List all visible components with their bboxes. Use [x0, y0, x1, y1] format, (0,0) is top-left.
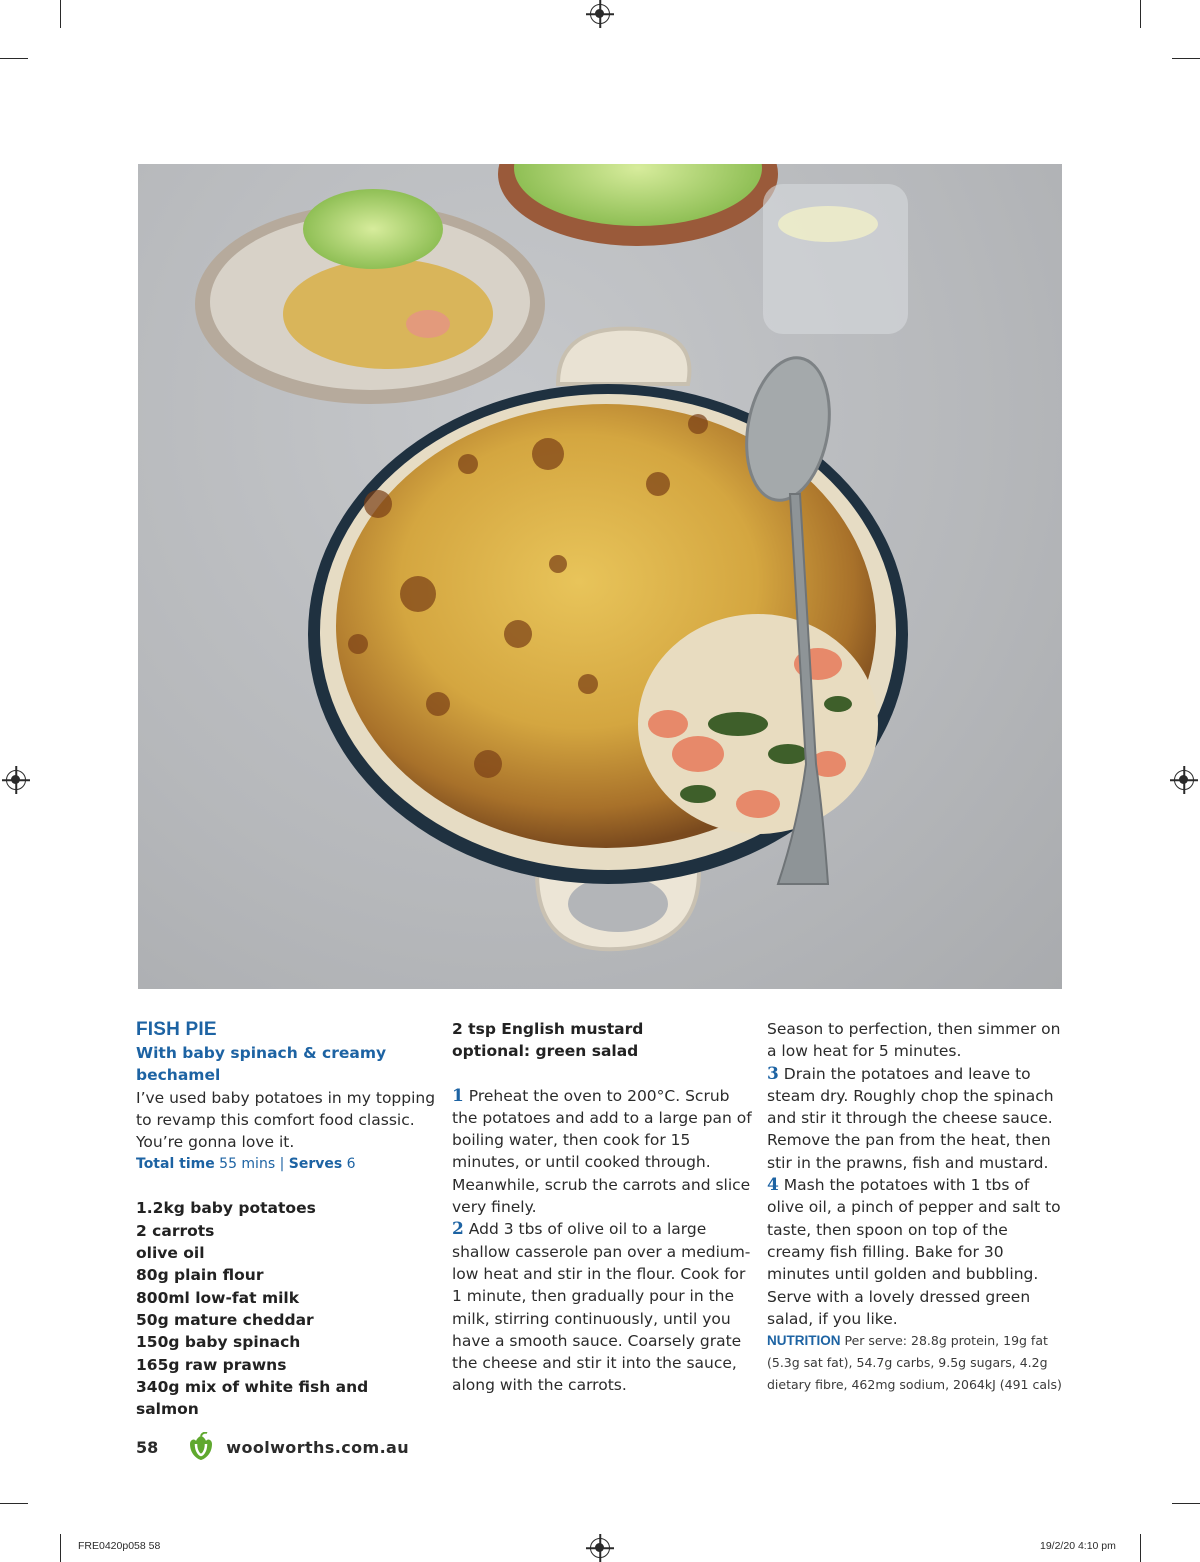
step-text: Season to perfection, then simmer on a low heat for 5 minutes.	[767, 1020, 1061, 1061]
crop-mark-top-right	[1140, 0, 1141, 28]
ingredient-item: 340g mix of white fish and salmon	[136, 1377, 369, 1419]
registration-mark-icon	[6, 770, 26, 790]
ingredient-item: olive oil	[136, 1244, 205, 1263]
step-text: Mash the potatoes with 1 tbs of olive oil, a pinch of pepper and salt to taste, then spoon on top of the creamy fish filling. Bake for 30 minutes until golden and bubbling. Serve with a lovely dressed green salad, if you like.	[767, 1176, 1061, 1328]
method-step	[452, 1218, 752, 1396]
nutrition-info	[767, 1330, 1067, 1396]
recipe-method-column	[452, 1018, 752, 1397]
total-time-label: Total time	[136, 1156, 215, 1173]
method-step	[767, 1063, 1067, 1174]
ingredient-item: 2 carrots	[136, 1221, 215, 1240]
recipe-intro: I’ve used baby potatoes in my topping to revamp this comfort food classic. You’re gonna love it.	[136, 1088, 436, 1152]
recipe-intro-column	[136, 1018, 436, 1420]
ingredient-item: 50g mature cheddar	[136, 1310, 314, 1329]
ingredients-list	[136, 1197, 436, 1420]
method-step	[452, 1085, 752, 1219]
recipe-method-column-continued	[767, 1018, 1067, 1396]
method-step	[767, 1174, 1067, 1330]
recipe-photo	[138, 164, 1062, 989]
serves-label: Serves	[288, 1156, 343, 1173]
registration-mark-icon	[590, 1538, 610, 1558]
crop-mark-bottom-left-h	[0, 1503, 28, 1504]
step-number: 2	[452, 1219, 464, 1240]
page-footer	[136, 1432, 409, 1462]
nutrition-text: Per serve: 28.8g protein, 19g fat (5.3g sat fat), 54.7g carbs, 9.5g sugars, 4.2g dietary fibre, 462mg sodium, 2064kJ (491 cals)	[767, 1333, 1062, 1393]
total-time-value: 55 mins	[219, 1156, 276, 1173]
meta-separator: |	[279, 1156, 285, 1173]
recipe-meta	[136, 1153, 436, 1175]
ingredient-item: optional: green salad	[452, 1042, 639, 1061]
registration-mark-icon	[590, 4, 610, 24]
step-number: 3	[767, 1063, 779, 1084]
ingredient-item: 800ml low-fat milk	[136, 1288, 300, 1307]
serves-value: 6	[346, 1156, 356, 1173]
crop-mark-bottom-right	[1140, 1534, 1141, 1562]
nutrition-label: NUTRITION	[767, 1333, 841, 1349]
ingredient-item: 2 tsp English mustard	[452, 1020, 644, 1038]
step-text: Drain the potatoes and leave to steam dry. Roughly chop the spinach and stir it through the cheese sauce. Remove the pan from the heat, then stir in the prawns, fish and mustard.	[767, 1064, 1054, 1172]
page-number: 58	[136, 1437, 159, 1457]
registration-mark-icon	[1174, 770, 1194, 790]
ingredient-item: 80g plain flour	[136, 1266, 264, 1285]
method-step-continued	[767, 1018, 1067, 1063]
ingredient-item: 165g raw prawns	[136, 1355, 287, 1374]
ingredient-item: 1.2kg baby potatoes	[136, 1199, 316, 1218]
website-url: woolworths.com.au	[226, 1437, 410, 1457]
print-slug-left: FRE0420p058 58	[78, 1540, 161, 1552]
step-text: Add 3 tbs of olive oil to a large shallow casserole pan over a medium-low heat and stir in the flour. Cook for 1 minute, then gradually pour in the milk, stirring continuously, until you have a smooth sauce. Coarsely grate the cheese and stir it into the sauce, along with the carrots.	[452, 1220, 751, 1395]
ingredient-item: 150g baby spinach	[136, 1333, 301, 1352]
crop-mark-bottom-left	[60, 1534, 61, 1562]
step-text: Preheat the oven to 200°C. Scrub the potatoes and add to a large pan of boiling water, then cook for 15 minutes, or until cooked through. Meanwhile, scrub the carrots and slice very finely.	[452, 1086, 752, 1217]
crop-mark-top-left	[60, 0, 61, 28]
recipe-subtitle: With baby spinach & creamy bechamel	[136, 1044, 387, 1085]
crop-mark-top-right-h	[1172, 58, 1200, 59]
woolworths-logo-icon	[186, 1432, 216, 1462]
step-number: 4	[767, 1175, 779, 1196]
recipe-title: FISH PIE	[136, 1019, 217, 1040]
crop-mark-top-left-h	[0, 58, 28, 59]
crop-mark-bottom-right-h	[1172, 1503, 1200, 1504]
step-number: 1	[452, 1085, 464, 1106]
print-slug-right: 19/2/20 4:10 pm	[1040, 1540, 1116, 1552]
